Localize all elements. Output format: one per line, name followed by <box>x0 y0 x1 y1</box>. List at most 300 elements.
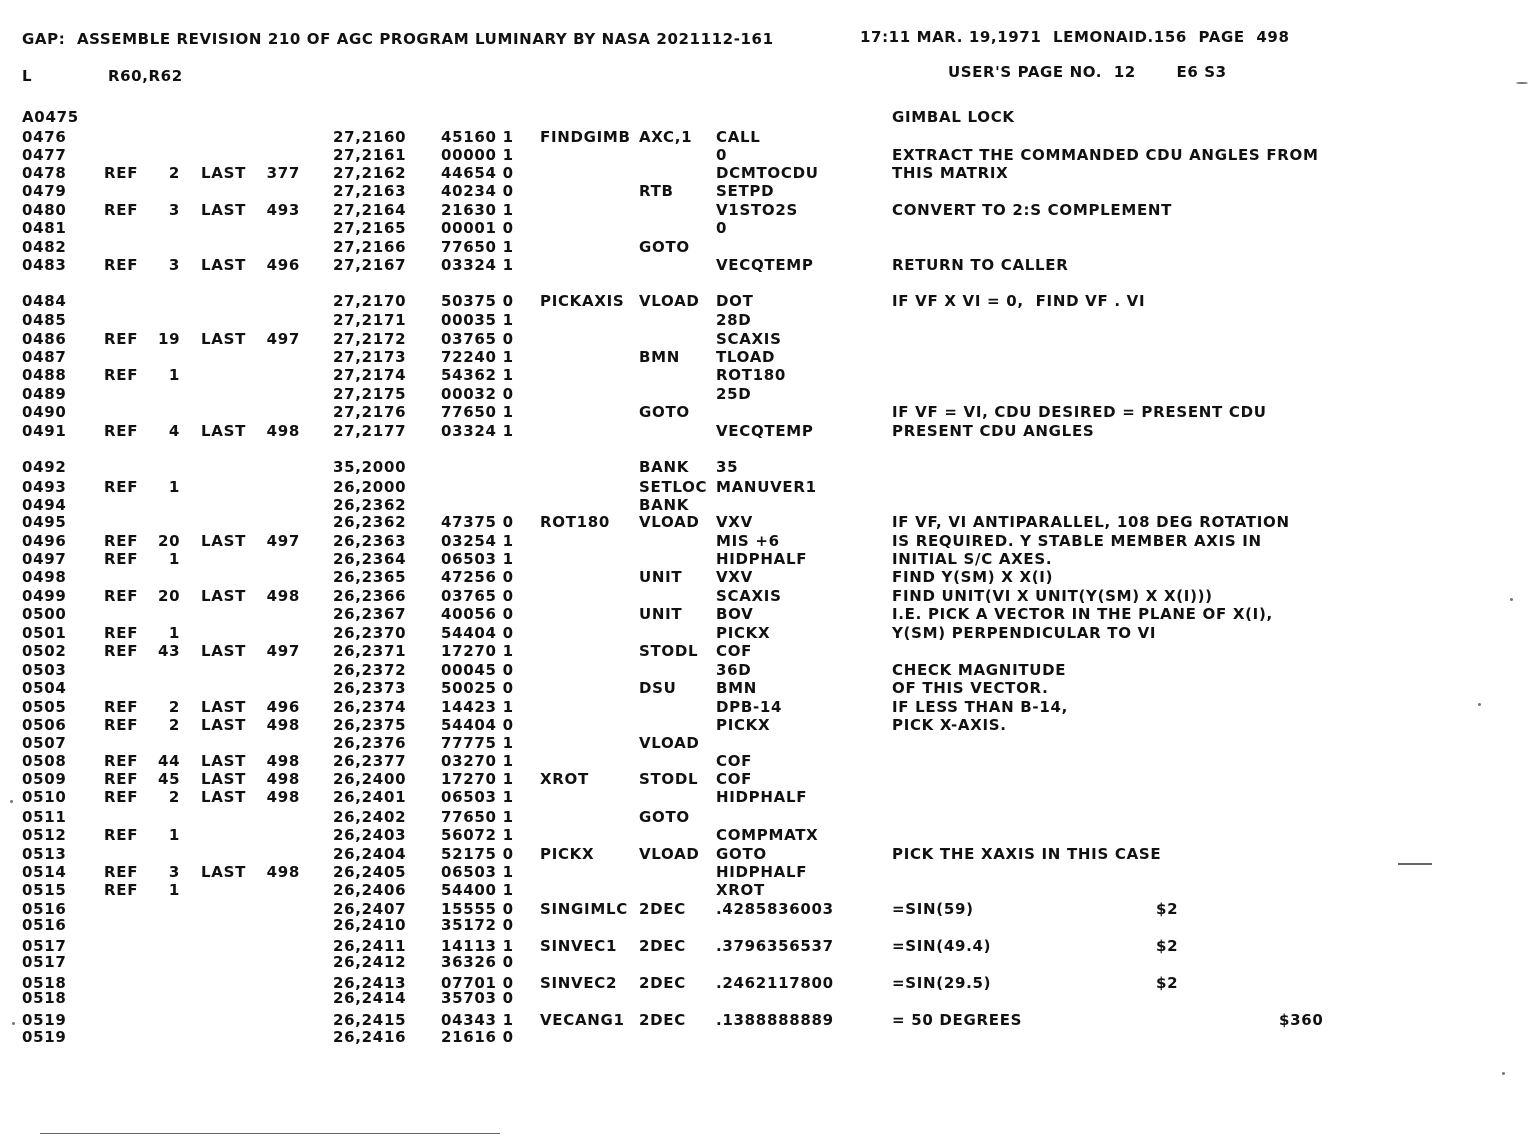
octal-code: 35172 0 <box>441 916 514 934</box>
address: 26,2370 <box>333 624 407 642</box>
address: 26,2366 <box>333 587 407 605</box>
address: 26,2364 <box>333 550 407 568</box>
address: 26,2410 <box>333 916 407 934</box>
listing-row <box>0 661 1536 679</box>
last-line: 498 <box>266 716 300 734</box>
ref-tag: REF <box>104 788 139 806</box>
listing-row <box>0 587 1536 605</box>
comment: I.E. PICK A VECTOR IN THE PLANE OF X(I), <box>892 605 1273 623</box>
last-line: 497 <box>266 642 300 660</box>
line-number: 0502 <box>22 642 67 660</box>
last-tag: LAST <box>201 422 247 440</box>
comment: IF VF, VI ANTIPARALLEL, 108 DEG ROTATION <box>892 513 1290 531</box>
operand: HIDPHALF <box>716 863 808 881</box>
operand: 0 <box>716 219 728 237</box>
address: 26,2375 <box>333 716 407 734</box>
comment: RETURN TO CALLER <box>892 256 1069 274</box>
line-number: 0479 <box>22 182 67 200</box>
line-number: 0496 <box>22 532 67 550</box>
octal-code: 21630 1 <box>441 201 514 219</box>
listing-row <box>0 146 1536 164</box>
last-tag: LAST <box>201 752 247 770</box>
ref-tag: REF <box>104 532 139 550</box>
address: 26,2404 <box>333 845 407 863</box>
scan-speck <box>1502 1072 1505 1075</box>
operand: SCAXIS <box>716 330 782 348</box>
operand: COF <box>716 752 753 770</box>
octal-code: 40234 0 <box>441 182 514 200</box>
last-tag: LAST <box>201 330 247 348</box>
octal-code: 50025 0 <box>441 679 514 697</box>
line-number: 0481 <box>22 219 67 237</box>
opcode: GOTO <box>639 238 690 256</box>
ref-count: 1 <box>168 478 180 496</box>
listing-row <box>0 201 1536 219</box>
address: 26,2402 <box>333 808 407 826</box>
last-tag: LAST <box>201 256 247 274</box>
last-line: 496 <box>266 256 300 274</box>
ref-count: 1 <box>168 881 180 899</box>
operand: 0 <box>716 146 728 164</box>
address: 27,2164 <box>333 201 407 219</box>
address: 27,2176 <box>333 403 407 421</box>
line-number: 0508 <box>22 752 67 770</box>
ref-count: 4 <box>168 422 180 440</box>
address: 26,2415 <box>333 1011 407 1029</box>
last-tag: LAST <box>201 863 247 881</box>
octal-code: 40056 0 <box>441 605 514 623</box>
octal-code: 04343 1 <box>441 1011 514 1029</box>
operand: PICKX <box>716 624 771 642</box>
ref-count: 3 <box>168 256 180 274</box>
octal-code: 00045 0 <box>441 661 514 679</box>
scan-speck <box>10 800 13 803</box>
octal-code: 17270 1 <box>441 770 514 788</box>
last-tag: LAST <box>201 788 247 806</box>
comment: IS REQUIRED. Y STABLE MEMBER AXIS IN <box>892 532 1262 550</box>
ref-count: 20 <box>158 532 181 550</box>
ref-tag: REF <box>104 256 139 274</box>
ref-tag: REF <box>104 587 139 605</box>
octal-code: 36326 0 <box>441 953 514 971</box>
octal-code: 14113 1 <box>441 937 514 955</box>
label: XROT <box>540 770 589 788</box>
operand: .3796356537 <box>716 937 834 955</box>
comment: =SIN(59) <box>892 900 974 918</box>
header-timestamp-page: 17:11 MAR. 19,1971 LEMONAID.156 PAGE 498 <box>860 28 1290 46</box>
scan-dash <box>40 1133 500 1134</box>
listing-row <box>0 734 1536 752</box>
ref-tag: REF <box>104 550 139 568</box>
octal-code: 77650 1 <box>441 808 514 826</box>
scan-speck <box>1516 82 1528 84</box>
listing-row <box>0 182 1536 200</box>
address: 26,2400 <box>333 770 407 788</box>
opcode: UNIT <box>639 605 683 623</box>
last-tag: LAST <box>201 164 247 182</box>
ref-count: 1 <box>168 550 180 568</box>
listing-row <box>0 752 1536 770</box>
address: 27,2165 <box>333 219 407 237</box>
octal-code: 77650 1 <box>441 238 514 256</box>
ref-count: 3 <box>168 863 180 881</box>
address: 26,2416 <box>333 1028 407 1046</box>
scan-dash <box>1398 863 1432 865</box>
comment: CHECK MAGNITUDE <box>892 661 1067 679</box>
octal-code: 06503 1 <box>441 550 514 568</box>
octal-code: 03324 1 <box>441 256 514 274</box>
octal-code: 72240 1 <box>441 348 514 366</box>
comment: CONVERT TO 2:S COMPLEMENT <box>892 201 1173 219</box>
ref-count: 2 <box>168 788 180 806</box>
octal-code: 00001 0 <box>441 219 514 237</box>
last-line: 498 <box>266 863 300 881</box>
ref-tag: REF <box>104 698 139 716</box>
ref-tag: REF <box>104 201 139 219</box>
last-line: 493 <box>266 201 300 219</box>
listing-row <box>0 808 1536 826</box>
listing-row <box>0 916 1536 934</box>
listing-row <box>0 478 1536 496</box>
operand: HIDPHALF <box>716 550 808 568</box>
ref-tag: REF <box>104 826 139 844</box>
line-number: 0503 <box>22 661 67 679</box>
octal-code: 50375 0 <box>441 292 514 310</box>
line-number: 0486 <box>22 330 67 348</box>
line-number: 0516 <box>22 900 67 918</box>
opcode: 2DEC <box>639 937 686 955</box>
line-number: 0480 <box>22 201 67 219</box>
octal-code: 03270 1 <box>441 752 514 770</box>
operand: .2462117800 <box>716 974 834 992</box>
address: 27,2173 <box>333 348 407 366</box>
address: 26,2413 <box>333 974 407 992</box>
ref-count: 1 <box>168 366 180 384</box>
comment: INITIAL S/C AXES. <box>892 550 1053 568</box>
listing-row <box>0 532 1536 550</box>
line-number: 0518 <box>22 974 67 992</box>
line-number: 0484 <box>22 292 67 310</box>
ref-count: 20 <box>158 587 181 605</box>
listing-row <box>0 788 1536 806</box>
operand: TLOAD <box>716 348 776 366</box>
listing-row <box>0 311 1536 329</box>
line-number: 0494 <box>22 496 67 514</box>
label: PICKX <box>540 845 595 863</box>
last-line: 496 <box>266 698 300 716</box>
address: 27,2162 <box>333 164 407 182</box>
line-number: 0493 <box>22 478 67 496</box>
listing-row <box>0 219 1536 237</box>
last-tag: LAST <box>201 716 247 734</box>
listing-row <box>0 348 1536 366</box>
line-number: 0497 <box>22 550 67 568</box>
line-number: 0519 <box>22 1011 67 1029</box>
address: 26,2376 <box>333 734 407 752</box>
comment: GIMBAL LOCK <box>892 108 1015 126</box>
listing-row <box>0 513 1536 531</box>
label: SINGIMLC <box>540 900 628 918</box>
header-mark: L <box>22 67 33 85</box>
opcode: STODL <box>639 770 699 788</box>
ref-count: 2 <box>168 164 180 182</box>
address: 27,2172 <box>333 330 407 348</box>
octal-code: 45160 1 <box>441 128 514 146</box>
last-line: 498 <box>266 770 300 788</box>
line-number: 0483 <box>22 256 67 274</box>
opcode: BANK <box>639 458 690 476</box>
label: ROT180 <box>540 513 611 531</box>
opcode: 2DEC <box>639 974 686 992</box>
listing-row <box>0 164 1536 182</box>
address: 26,2401 <box>333 788 407 806</box>
octal-code: 77650 1 <box>441 403 514 421</box>
comment: EXTRACT THE COMMANDED CDU ANGLES FROM <box>892 146 1319 164</box>
opcode: BANK <box>639 496 690 514</box>
operand: 28D <box>716 311 752 329</box>
operand: DCMTOCDU <box>716 164 819 182</box>
line-number: 0500 <box>22 605 67 623</box>
octal-code: 00035 1 <box>441 311 514 329</box>
octal-code: 17270 1 <box>441 642 514 660</box>
listing-row <box>0 550 1536 568</box>
line-number: A0475 <box>22 108 79 126</box>
last-line: 377 <box>266 164 300 182</box>
last-tag: LAST <box>201 698 247 716</box>
listing-row <box>0 826 1536 844</box>
ref-count: 1 <box>168 826 180 844</box>
address: 26,2374 <box>333 698 407 716</box>
ref-count: 3 <box>168 201 180 219</box>
listing-row <box>0 385 1536 403</box>
listing-row <box>0 108 1536 126</box>
line-number: 0505 <box>22 698 67 716</box>
comment: FIND Y(SM) X X(I) <box>892 568 1054 586</box>
listing-row <box>0 863 1536 881</box>
opcode: AXC,1 <box>639 128 693 146</box>
octal-code: 54400 1 <box>441 881 514 899</box>
address: 26,2371 <box>333 642 407 660</box>
ref-tag: REF <box>104 642 139 660</box>
octal-code: 54404 0 <box>441 624 514 642</box>
address: 26,2365 <box>333 568 407 586</box>
comment: PICK THE XAXIS IN THIS CASE <box>892 845 1162 863</box>
octal-code: 54362 1 <box>441 366 514 384</box>
ref-count: 1 <box>168 624 180 642</box>
comment: IF VF = VI, CDU DESIRED = PRESENT CDU <box>892 403 1267 421</box>
operand: 25D <box>716 385 752 403</box>
address: 26,2405 <box>333 863 407 881</box>
octal-code: 06503 1 <box>441 863 514 881</box>
ref-count: 43 <box>158 642 181 660</box>
comment: FIND UNIT(VI X UNIT(Y(SM) X X(I))) <box>892 587 1213 605</box>
octal-code: 47375 0 <box>441 513 514 531</box>
comment: PICK X-AXIS. <box>892 716 1007 734</box>
octal-code: 54404 0 <box>441 716 514 734</box>
listing-row <box>0 642 1536 660</box>
operand: COF <box>716 770 753 788</box>
listing-row <box>0 403 1536 421</box>
listing-row <box>0 698 1536 716</box>
line-number: 0499 <box>22 587 67 605</box>
last-line: 498 <box>266 752 300 770</box>
last-tag: LAST <box>201 642 247 660</box>
address: 27,2171 <box>333 311 407 329</box>
last-line: 497 <box>266 532 300 550</box>
line-number: 0507 <box>22 734 67 752</box>
ref-tag: REF <box>104 752 139 770</box>
opcode: UNIT <box>639 568 683 586</box>
opcode: BMN <box>639 348 681 366</box>
octal-code: 21616 0 <box>441 1028 514 1046</box>
address: 27,2161 <box>333 146 407 164</box>
last-line: 497 <box>266 330 300 348</box>
comment: PRESENT CDU ANGLES <box>892 422 1095 440</box>
last-tag: LAST <box>201 770 247 788</box>
opcode: SETLOC <box>639 478 708 496</box>
line-number: 0518 <box>22 989 67 1007</box>
opcode: DSU <box>639 679 677 697</box>
opcode: VLOAD <box>639 513 700 531</box>
ref-tag: REF <box>104 624 139 642</box>
listing-row <box>0 953 1536 971</box>
listing-row <box>0 568 1536 586</box>
line-number: 0511 <box>22 808 67 826</box>
address: 27,2163 <box>333 182 407 200</box>
address: 26,2362 <box>333 496 407 514</box>
line-number: 0487 <box>22 348 67 366</box>
scale-factor: $2 <box>1156 937 1179 955</box>
address: 27,2174 <box>333 366 407 384</box>
ref-count: 44 <box>158 752 181 770</box>
octal-code: 03765 0 <box>441 587 514 605</box>
operand: 36D <box>716 661 752 679</box>
line-number: 0504 <box>22 679 67 697</box>
header-title: GAP: ASSEMBLE REVISION 210 OF AGC PROGRAM LUMINARY BY NASA 2021112-161 <box>22 30 774 48</box>
scan-speck <box>1478 703 1481 706</box>
octal-code: 07701 0 <box>441 974 514 992</box>
listing-row <box>0 496 1536 514</box>
address: 26,2414 <box>333 989 407 1007</box>
operand: .1388888889 <box>716 1011 834 1029</box>
operand: VECQTEMP <box>716 256 814 274</box>
octal-code: 03254 1 <box>441 532 514 550</box>
address: 26,2406 <box>333 881 407 899</box>
listing-row <box>0 770 1536 788</box>
operand: BMN <box>716 679 758 697</box>
line-number: 0506 <box>22 716 67 734</box>
address: 27,2175 <box>333 385 407 403</box>
ref-tag: REF <box>104 770 139 788</box>
listing-row <box>0 458 1536 476</box>
address: 27,2166 <box>333 238 407 256</box>
listing-row <box>0 716 1536 734</box>
listing-row <box>0 605 1536 623</box>
ref-count: 2 <box>168 698 180 716</box>
operand: ROT180 <box>716 366 787 384</box>
opcode: STODL <box>639 642 699 660</box>
label: VECANG1 <box>540 1011 625 1029</box>
listing-row <box>0 845 1536 863</box>
ref-tag: REF <box>104 422 139 440</box>
address: 27,2177 <box>333 422 407 440</box>
line-number: 0495 <box>22 513 67 531</box>
listing-row <box>0 624 1536 642</box>
line-number: 0519 <box>22 1028 67 1046</box>
octal-code: 35703 0 <box>441 989 514 1007</box>
operand: CALL <box>716 128 761 146</box>
line-number: 0490 <box>22 403 67 421</box>
address: 26,2367 <box>333 605 407 623</box>
listing-row <box>0 1028 1536 1046</box>
comment: =SIN(49.4) <box>892 937 992 955</box>
last-tag: LAST <box>201 201 247 219</box>
line-number: 0489 <box>22 385 67 403</box>
address: 27,2170 <box>333 292 407 310</box>
scale-factor: $360 <box>1279 1011 1324 1029</box>
operand: 35 <box>716 458 739 476</box>
octal-code: 03765 0 <box>441 330 514 348</box>
listing-row <box>0 366 1536 384</box>
scale-factor: $2 <box>1156 900 1179 918</box>
address: 26,2411 <box>333 937 407 955</box>
address: 26,2372 <box>333 661 407 679</box>
operand: VXV <box>716 513 753 531</box>
listing-row <box>0 1011 1536 1029</box>
address: 26,2407 <box>333 900 407 918</box>
address: 26,2362 <box>333 513 407 531</box>
operand: GOTO <box>716 845 767 863</box>
scan-speck <box>12 1022 15 1025</box>
address: 26,2403 <box>333 826 407 844</box>
ref-tag: REF <box>104 366 139 384</box>
line-number: 0515 <box>22 881 67 899</box>
line-number: 0514 <box>22 863 67 881</box>
last-line: 498 <box>266 788 300 806</box>
line-number: 0512 <box>22 826 67 844</box>
header-user-page: USER'S PAGE NO. 12 E6 S3 <box>948 63 1227 81</box>
listing-row <box>0 679 1536 697</box>
line-number: 0516 <box>22 916 67 934</box>
opcode: 2DEC <box>639 900 686 918</box>
comment: IF LESS THAN B-14, <box>892 698 1069 716</box>
operand: MIS +6 <box>716 532 780 550</box>
ref-tag: REF <box>104 164 139 182</box>
last-line: 498 <box>266 422 300 440</box>
line-number: 0513 <box>22 845 67 863</box>
operand: HIDPHALF <box>716 788 808 806</box>
label: PICKAXIS <box>540 292 625 310</box>
line-number: 0488 <box>22 366 67 384</box>
line-number: 0517 <box>22 937 67 955</box>
comment: THIS MATRIX <box>892 164 1009 182</box>
address: 26,2377 <box>333 752 407 770</box>
octal-code: 44654 0 <box>441 164 514 182</box>
last-tag: LAST <box>201 587 247 605</box>
ref-tag: REF <box>104 881 139 899</box>
label: FINDGIMB <box>540 128 631 146</box>
line-number: 0509 <box>22 770 67 788</box>
opcode: RTB <box>639 182 674 200</box>
comment: OF THIS VECTOR. <box>892 679 1049 697</box>
address: 27,2167 <box>333 256 407 274</box>
octal-code: 15555 0 <box>441 900 514 918</box>
address: 27,2160 <box>333 128 407 146</box>
listing-row <box>0 330 1536 348</box>
opcode: GOTO <box>639 403 690 421</box>
octal-code: 00032 0 <box>441 385 514 403</box>
octal-code: 03324 1 <box>441 422 514 440</box>
